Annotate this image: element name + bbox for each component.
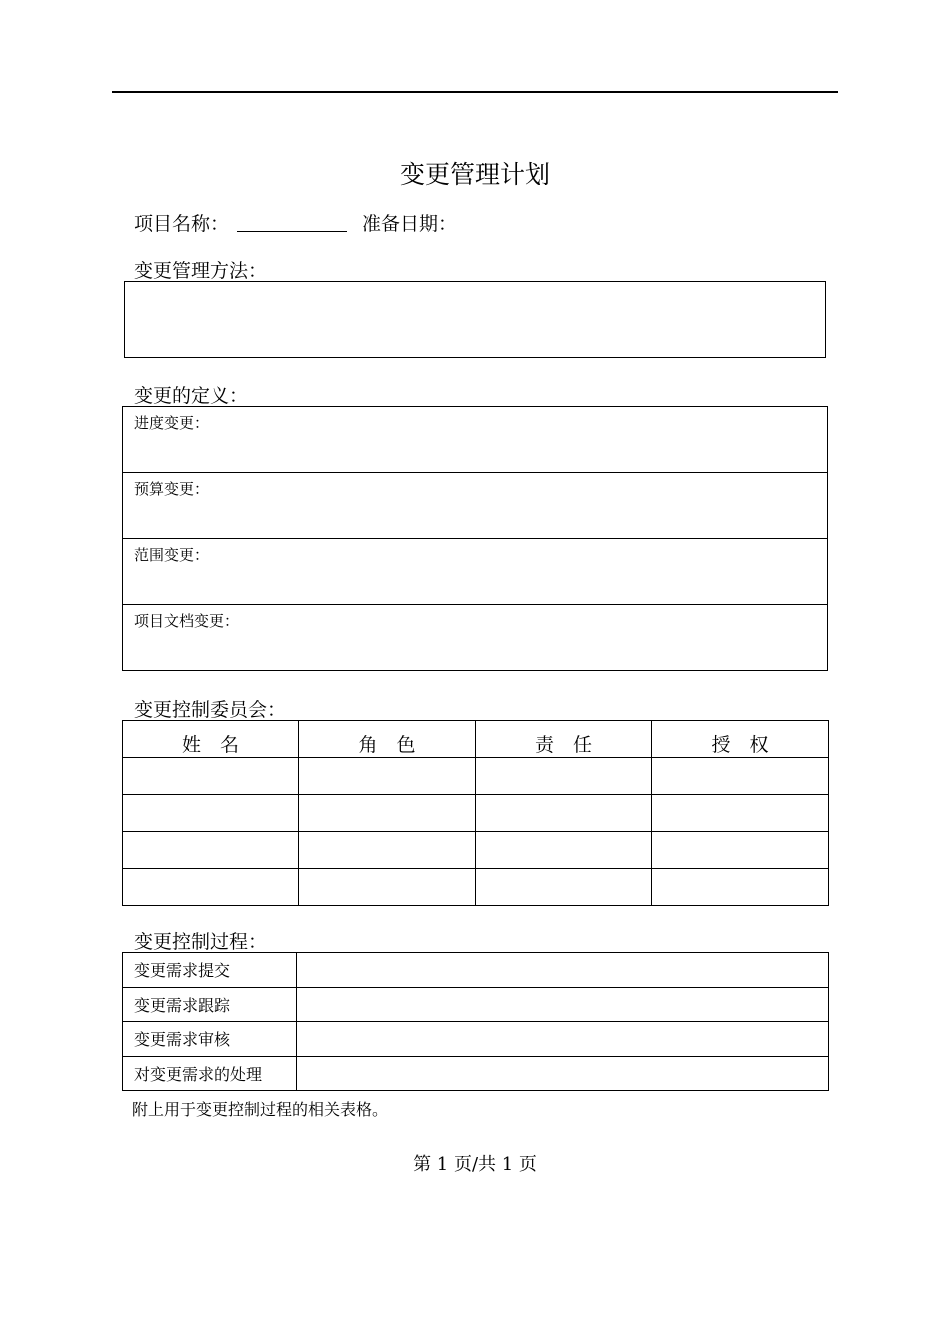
process-cell[interactable]	[297, 953, 829, 988]
ccb-header-name: 姓 名	[123, 721, 299, 758]
ccb-table	[122, 720, 829, 906]
ccb-cell[interactable]	[652, 758, 829, 795]
process-step-submit: 变更需求提交	[123, 953, 297, 988]
ccb-cell[interactable]	[299, 758, 476, 795]
definition-label: 变更的定义：	[134, 385, 249, 407]
process-table	[122, 952, 829, 1091]
table-row	[123, 869, 829, 906]
ccb-header-role: 角 色	[299, 721, 476, 758]
ccb-cell[interactable]	[652, 869, 829, 906]
table-row	[123, 795, 829, 832]
process-step-review: 变更需求审核	[123, 1022, 297, 1057]
process-step-handle: 对变更需求的处理	[123, 1056, 297, 1091]
table-row	[123, 1022, 829, 1057]
ccb-cell[interactable]	[123, 795, 299, 832]
attachment-note: 附上用于变更控制过程的相关表格。	[132, 1100, 389, 1119]
ccb-cell[interactable]	[652, 832, 829, 869]
definition-scope[interactable]: 范围变更：	[123, 539, 828, 605]
table-row	[123, 987, 829, 1022]
table-row	[123, 953, 829, 988]
definition-budget[interactable]: 预算变更：	[123, 473, 828, 539]
definition-documents[interactable]: 项目文档变更：	[123, 605, 828, 671]
method-box[interactable]	[124, 281, 826, 358]
process-label: 变更控制过程：	[134, 931, 268, 953]
ccb-cell[interactable]	[123, 832, 299, 869]
page-footer: 第 1 页/共 1 页	[413, 1154, 537, 1175]
document-title: 变更管理计划	[399, 160, 550, 189]
ccb-cell[interactable]	[652, 795, 829, 832]
ccb-cell[interactable]	[123, 869, 299, 906]
ccb-cell[interactable]	[123, 758, 299, 795]
project-name-label: 项目名称：	[134, 213, 230, 235]
ccb-cell[interactable]	[299, 795, 476, 832]
ccb-cell[interactable]	[299, 869, 476, 906]
method-label: 变更管理方法：	[134, 260, 268, 282]
process-cell[interactable]	[297, 1056, 829, 1091]
ccb-header-responsibility: 责 任	[476, 721, 652, 758]
ccb-cell[interactable]	[476, 758, 652, 795]
header-rule	[112, 91, 838, 93]
definition-schedule[interactable]: 进度变更：	[123, 407, 828, 473]
process-step-track: 变更需求跟踪	[123, 987, 297, 1022]
table-row	[123, 758, 829, 795]
ccb-cell[interactable]	[476, 869, 652, 906]
prep-date-label: 准备日期：	[362, 213, 458, 235]
project-name-blank[interactable]	[237, 231, 347, 232]
table-row	[123, 832, 829, 869]
ccb-cell[interactable]	[476, 795, 652, 832]
table-row	[123, 1056, 829, 1091]
ccb-cell[interactable]	[299, 832, 476, 869]
ccb-header-authority: 授 权	[652, 721, 829, 758]
definition-table	[122, 406, 828, 671]
process-cell[interactable]	[297, 987, 829, 1022]
ccb-cell[interactable]	[476, 832, 652, 869]
ccb-label: 变更控制委员会：	[134, 699, 287, 721]
process-cell[interactable]	[297, 1022, 829, 1057]
